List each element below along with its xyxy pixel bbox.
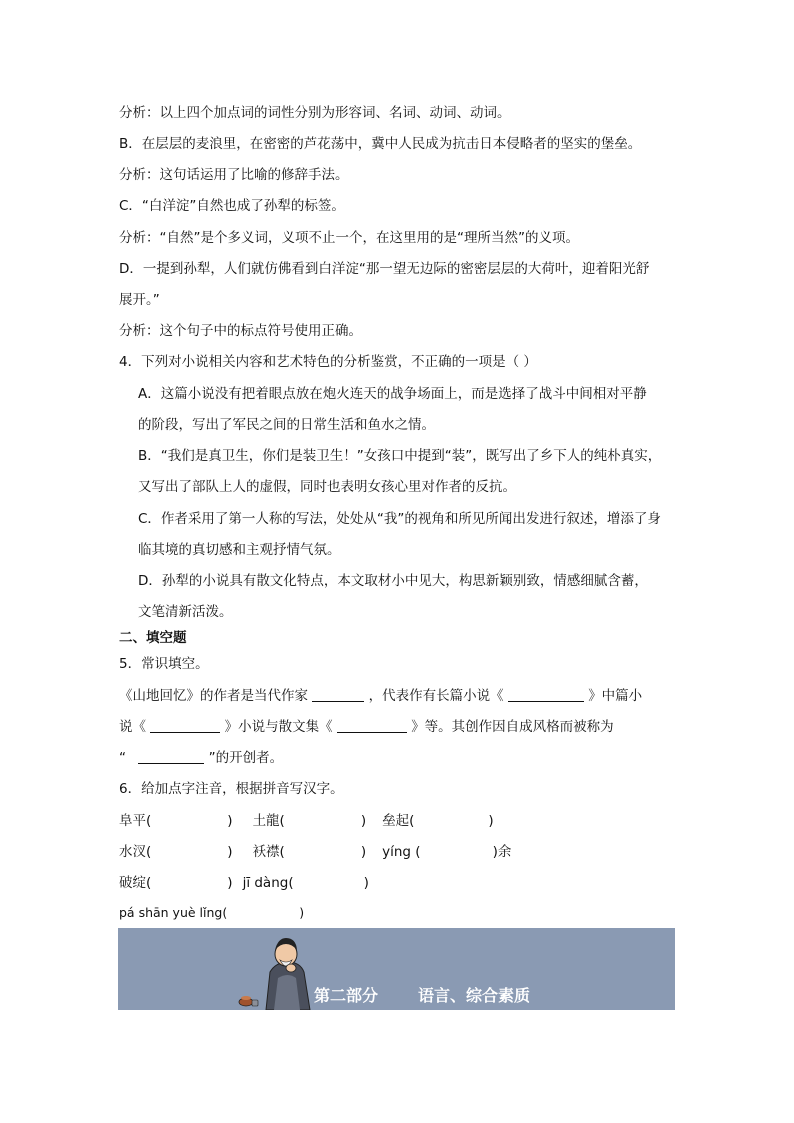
q4-option-b: B．“我们是真卫生，你们是装卫生！”女孩口中提到“装”，既写出了乡下人的纯朴真实， [138, 448, 662, 464]
q5-text: “ [119, 750, 126, 766]
analysis-line: 分析：以上四个加点词的词性分别为形容词、名词、动词、动词。 [119, 105, 511, 121]
q5-text: ，代表作有长篇小说《 [368, 688, 504, 704]
option-d-line-cont: 展开。” [119, 292, 160, 308]
pinyin-item: pá shān yuè lǐng( [119, 905, 228, 920]
option-d-line: D．一提到孙犁，人们就仿佛看到白洋淀“那一望无边际的密密层层的大荷叶，迎着阳光舒 [119, 261, 650, 277]
pinyin-item: yíng ( [382, 844, 421, 860]
paren-close: ) [363, 875, 369, 891]
q4-option-d-cont: 文笔清新活泼。 [138, 604, 233, 620]
answer-blank-collection[interactable] [337, 718, 407, 733]
q5-text: ”的开创者。 [208, 750, 284, 766]
section-banner [118, 928, 675, 1010]
analysis-line: 分析：这个句子中的标点符号使用正确。 [119, 323, 362, 339]
q5-text: 》中篇小 [588, 688, 643, 704]
answer-blank-novella[interactable] [150, 718, 220, 733]
section-2-heading: 二、填空题 [119, 630, 187, 646]
analysis-line: 分析：“自然”是个多义词，义项不止一个，在这里用的是“理所当然”的义项。 [119, 230, 579, 246]
banner-part-label: 第二部分 [314, 986, 379, 1005]
question-6-stem: 6．给加点字注音，根据拼音写汉字。 [119, 781, 344, 797]
q4-option-b-cont: 又写出了部队上人的虚假，同时也表明女孩心里对作者的反抗。 [138, 479, 516, 495]
banner-section-title: 语言、综合素质 [418, 986, 531, 1005]
paren-close: ) [227, 844, 233, 860]
paren-close: ) [299, 905, 305, 920]
q5-text: 《山地回忆》的作者是当代作家 [119, 688, 308, 704]
q5-fill-line-3 [119, 748, 283, 768]
q5-text: 说《 [119, 719, 146, 735]
q5-text: 》等。其创作因自成风格而被称为 [411, 719, 614, 735]
pinyin-item: 垒起( [382, 813, 415, 829]
q4-option-d: D．孙犁的小说具有散文化特点，本文取材小中见大，构思新颖别致，情感细腻含蓄， [138, 573, 648, 589]
question-4-stem: 4．下列对小说相关内容和艺术特色的分析鉴赏，不正确的一项是（ ） [119, 354, 537, 370]
q4-option-c-cont: 临其境的真切感和主观抒情气氛。 [138, 542, 341, 558]
paren-close: ) [227, 875, 233, 891]
q4-option-a-cont: 的阶段，写出了军民之间的日常生活和鱼水之情。 [138, 417, 435, 433]
option-b-line: B．在层层的麦浪里，在密密的芦花荡中，冀中人民成为抗击日本侵略者的坚实的堡垒。 [119, 136, 642, 152]
paren-close: )余 [492, 844, 512, 860]
q5-text: 》小说与散文集《 [224, 719, 333, 735]
pinyin-row [119, 903, 304, 923]
pinyin-row [119, 873, 369, 893]
pinyin-item: 破绽( [119, 875, 152, 891]
option-c-line: C．“白洋淀”自然也成了孙犁的标签。 [119, 198, 345, 214]
pinyin-item: 阜平( [119, 813, 152, 829]
paren-close: ) [488, 813, 494, 829]
pinyin-row [119, 811, 494, 831]
scholar-figure-icon [236, 928, 316, 1010]
answer-blank-novel[interactable] [508, 687, 584, 702]
paren-close: ) [360, 844, 367, 860]
banner-title [314, 983, 530, 1006]
pinyin-item: 水汊( [119, 844, 152, 860]
pinyin-item: jī dàng( [242, 875, 294, 891]
answer-blank-author[interactable] [312, 687, 364, 702]
pinyin-row [119, 842, 511, 862]
q5-fill-line-2 [119, 717, 614, 737]
answer-blank-school[interactable] [138, 749, 204, 764]
paren-close: ) [360, 813, 367, 829]
question-5-stem: 5．常识填空。 [119, 656, 209, 672]
analysis-line: 分析：这句话运用了比喻的修辞手法。 [119, 167, 349, 183]
q4-option-a: A．这篇小说没有把着眼点放在炮火连天的战争场面上，而是选择了战斗中间相对平静 [138, 386, 647, 402]
q4-option-c: C．作者采用了第一人称的写法，处处从“我”的视角和所见所闻出发进行叙述，增添了身 [138, 511, 661, 527]
pinyin-item: 土龍( [252, 813, 285, 829]
q5-fill-line-1 [119, 686, 642, 706]
pinyin-item: 袄襟( [252, 844, 285, 860]
paren-close: ) [227, 813, 233, 829]
